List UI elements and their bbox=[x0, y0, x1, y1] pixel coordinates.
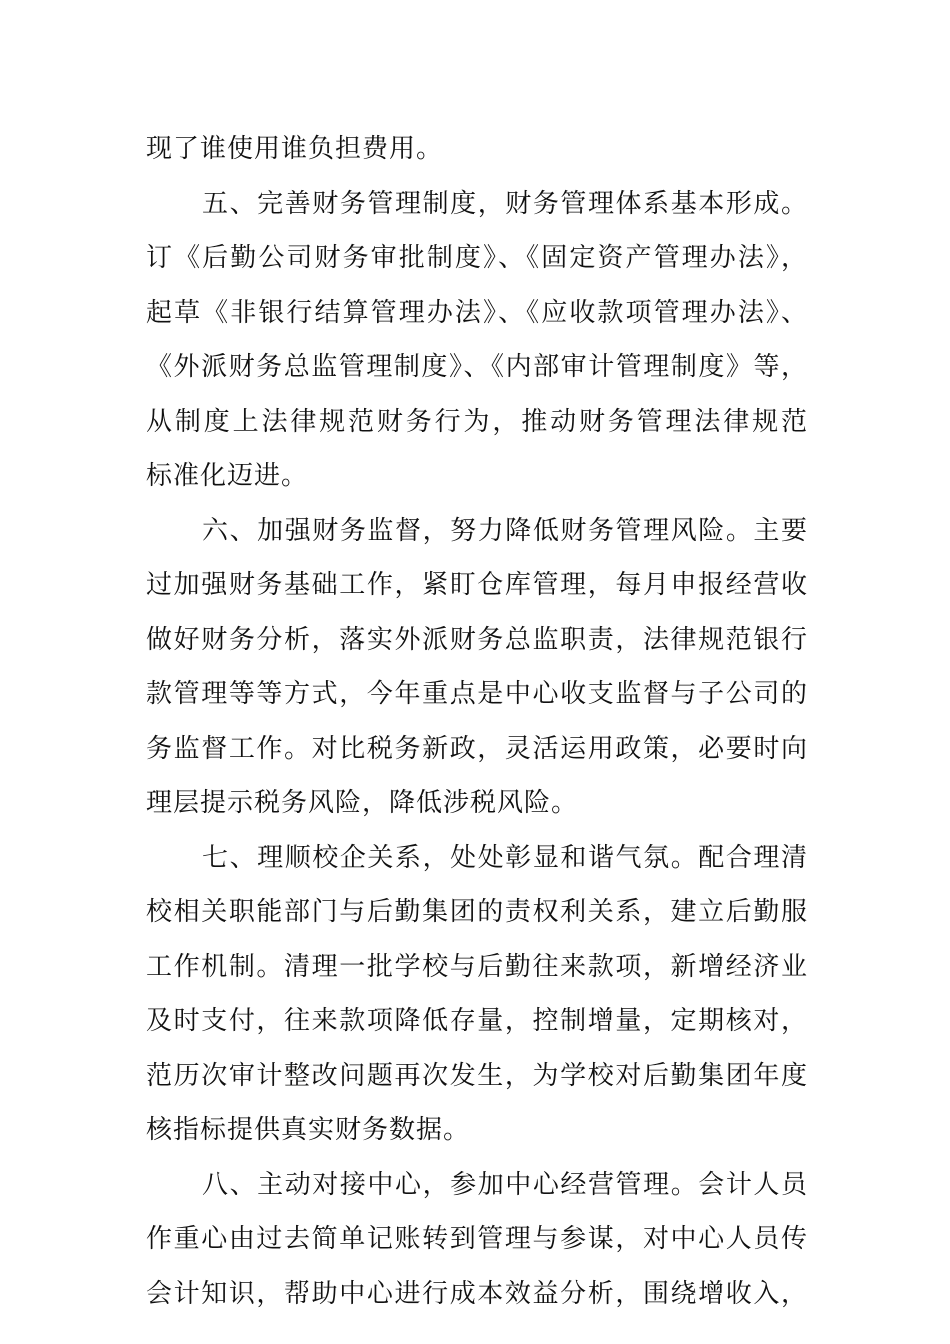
paragraph-first-line: 五、完善财务管理制度，财务管理体系基本形成。 bbox=[202, 188, 808, 219]
text-line: 从制度上法律规范财务行为，推动财务管理法律规范 bbox=[146, 406, 808, 437]
text-line: 作重心由过去简单记账转到管理与参谋，对中心人员传 bbox=[146, 1224, 808, 1254]
text-line: 工作机制。清理一批学校与后勤往来款项，新增经济业 bbox=[146, 951, 808, 982]
text-line: 起草《非银行结算管理办法》、《应收款项管理办法》、 bbox=[146, 297, 808, 328]
text-line: 现了谁使用谁负担费用。 bbox=[146, 134, 444, 164]
text-line: 核指标提供真实财务数据。 bbox=[146, 1115, 471, 1145]
paragraph-first-line: 七、理顺校企关系，处处彰显和谐气氛。配合理清 bbox=[202, 842, 808, 873]
text-line: 务监督工作。对比税务新政，灵活运用政策，必要时向 bbox=[146, 733, 808, 764]
text-line: 订《后勤公司财务审批制度》、《固定资产管理办法》， bbox=[146, 243, 808, 273]
document-page bbox=[146, 122, 808, 1321]
text-line: 范历次审计整改问题再次发生，为学校对后勤集团年度 bbox=[146, 1060, 808, 1091]
paragraph-first-line: 八、主动对接中心，参加中心经营管理。会计人员 bbox=[202, 1169, 808, 1200]
paragraph-first-line: 六、加强财务监督，努力降低财务管理风险。主要 bbox=[202, 515, 808, 546]
text-line: 及时支付，往来款项降低存量，控制增量，定期核对， bbox=[146, 1006, 808, 1036]
text-line: 校相关职能部门与后勤集团的责权利关系，建立后勤服 bbox=[146, 897, 808, 927]
text-line: 标准化迈进。 bbox=[146, 461, 309, 491]
text-line: 做好财务分析，落实外派财务总监职责，法律规范银行 bbox=[146, 624, 808, 655]
text-line: 《外派财务总监管理制度》、《内部审计管理制度》等， bbox=[146, 352, 808, 382]
text-line: 款管理等等方式，今年重点是中心收支监督与子公司的 bbox=[146, 679, 808, 709]
text-line: 会计知识，帮助中心进行成本效益分析，围绕增收入， bbox=[146, 1278, 808, 1309]
text-line: 理层提示税务风险，降低涉税风险。 bbox=[146, 788, 579, 818]
text-line: 过加强财务基础工作，紧盯仓库管理，每月申报经营收 bbox=[146, 570, 808, 600]
